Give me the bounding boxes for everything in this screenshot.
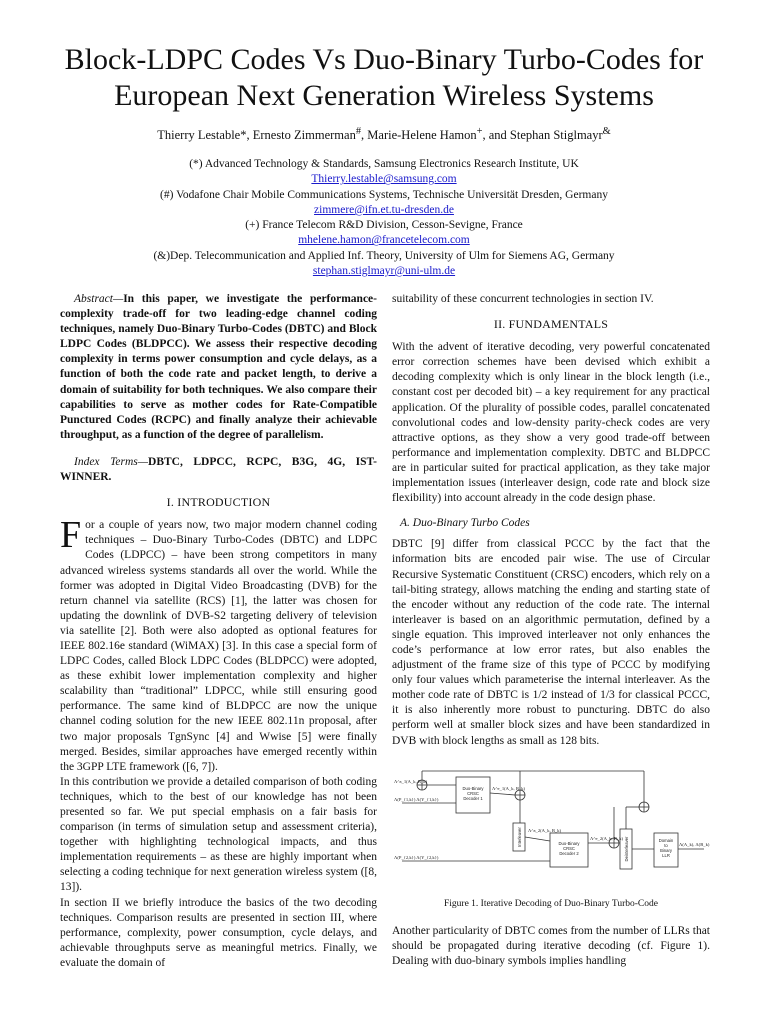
decoder-2-label-line3: Decoder 2 [559,850,579,856]
abstract [60,292,377,443]
fundamentals-paragraph: With the advent of iterative decoding, very powerful concatenated error correction schemes have been devised which exhibit a decoding complexity which is only linear in the block length (i.e., constant cost per decoded bit) – a key requirement for any practical application. Of the plurality of possible codes, parallel concatenated convolutional codes and low-density parity-check codes are very attractive options, as they show a very good trade-off between performance and implementation complexity. DBTC and BLDPCC are in particular suited for practical application, as they take major implementation issues (interleaver design, code rate and block size flexibility) into account already in the code design phase. [392,341,710,505]
index-terms [60,455,377,485]
email-link-2[interactable]: zimmere@ifn.et.tu-dresden.de [314,203,454,216]
affiliation-1: (*) Advanced Technology & Standards, Samsung Electronics Research Institute, UK [189,158,579,170]
figure-1-caption: Figure 1. Iterative Decoding of Duo-Binary Turbo-Code [444,898,658,909]
email-link-4[interactable]: stephan.stiglmayr@uni-ulm.de [312,265,456,278]
author-3-mark: + [476,126,483,137]
decoder-1-label-line3: Decoder 1 [463,795,483,801]
author-4: Stephan Stiglmayr [509,128,603,143]
right-column [392,292,710,969]
author-4-mark: & [602,126,611,137]
affiliation-3: (+) France Telecom R&D Division, Cesson-Sevigne, France [245,219,523,232]
intro-paragraph-2: In this contribution we provide a detailed comparison of both coding techniques, which to the best of our knowledge has not been presented so far. We put special emphasis on a fair basis for comparison (in terms of simulation setup and assessment criteria), together with highlighting technological impacts, and thus implementation requirements – as these are highly important when selecting a coding technique for next generation wireless system ([8, 13]). [60,775,377,894]
decoder-2-label-line1: Duo-Binary [558,840,580,846]
mid-label-3: Λ^e_2(A_k, B_k) [590,835,624,841]
author-line: Thierry Lestable*, Ernesto Zimmerman#, Marie-Helene Hamon+, and Stephan Stiglmayr& [157,126,611,143]
mid-label-2: Λ^a_2(A_k, B_k) [528,827,562,833]
decoder-block-diagram [392,763,710,891]
decoder-1-label-line2: CRSC [467,790,479,796]
author-2-mark: # [355,126,362,137]
email-link-1[interactable]: Thierry.lestable@samsung.com [311,173,457,186]
decoder-2-label-line2: CRSC [563,845,575,851]
domain-label-line1: Domain [658,837,674,843]
paper-title: Block-LDPC Codes Vs Duo-Binary Turbo-Codes for European Next Generation Wireless Systems [64,43,704,112]
input-label-2: Λ(P_{1,k}) Λ(Y_{1,k}) [394,796,439,802]
affiliation-4: (&)Dep. Telecommunication and Applied Inf. Theory, University of Ulm for Siemens AG, Germany [153,249,615,262]
affiliations [30,157,738,279]
decoder-1-label-line1: Duo-Binary [462,785,484,791]
abstract-body: In this paper, we investigate the performance-complexity trade-off for two leading-edge channel coding techniques, namely Duo-Binary Turbo-Codes (DBTC) and Block LDPC Codes (BLDPCC). We assess their respective decoding complexity in terms power consumption and cycle delays, as a function of both the code rate and packet length, to derive a domain of suitability for both techniques. We also compare their capabilities to serve as mother codes for Rate-Compatible Punctured Codes (RCPC) and finally analyze their achievable throughput, as a function of the degree of parallelism. [60,293,377,441]
index-terms-lead: Index Terms— [74,455,149,468]
author-1: Thierry Lestable* [157,128,247,143]
domain-label-line2: to [664,842,668,848]
drop-cap: F [60,514,82,557]
abstract-lead: Abstract— [74,293,124,305]
input-label-1: Λ^a_1(A_k, B_k) [394,778,428,784]
dbtc-paragraph: DBTC [9] differ from classical PCCC by the fact that the information bits are encoded pair wise. The use of Circular Recursive Systematic Constituent (CRSC) encoders, which rely on a tail-biting strategy, allows matching the ending and starting state of the encoder without any reduction of the code rate. The internal interleaver is based on an algorithmic permutation, defined by a single equation. This improved interleaver not only enhances the code’s performance at low error rates, but also enables the adjustment of the frame size of this type of PCCC by modifying only four values which parameterise the internal interleaver. As the mother code rate of DBTC is 1/2 instead of 1/3 for classical PCCC, it is also inherently more robust to puncturing. DBTC do also perform well at smaller block sizes and have been standardized in DVB with block lengths as small as 128 bits. [392,538,710,747]
intro-p1-text: or a couple of years now, two major modern channel coding techniques – Duo-Binary Turbo-Codes (DBTC) and LDPC Codes (LDPCC) – have been strong competitors in many advanced wireless systems standards all over the world. While the former was adopted in Digital Video Broadcasting (DVB) for the return channel via satellite (RCS) [1], the latter was chosen for updating the downlink of DVB-S2 targeting delivery of television via satellite [2]. Both were also adopted as optional features for IEEE 802.16e standard (WiMAX) [3]. In this case a special form of LDPC Codes, called Block LDPC Codes (BLDPCC) were adopted, as these exhibit lower implementation complexity and higher scalability than “traditional” LDPCC, while still ensuring good performance. The same kind of BLDPCC are now the unique channel coding solution for the new IEEE 802.11n proposal, after two major proposals TgnSync [4] and Wwise [5] were finally merged. Besides, similar approaches have emerged recently within the 3GPP LTE framework ([6, 7]). [60,519,377,773]
intro-paragraph-1 [60,514,377,775]
dbtc-paragraph-2: Another particularity of DBTC comes from the number of LLRs that should be propagated during iterative decoding (cf. Figure 1). Dealing with duo-binary symbols implies handling [392,924,710,967]
author-joiner: , and [482,128,510,143]
output-label: Λ(A_k), Λ(B_k) [679,841,710,847]
deinterleaver-label: Deinterleaver [624,836,629,862]
section-heading-fundamentals: II. FUNDAMENTALS [493,317,609,332]
affiliation-2: (#) Vodafone Chair Mobile Communications Systems, Technische Universität Dresden, Germany [160,188,608,201]
domain-label-line4: LLR [662,852,670,858]
interleaver-label: Interleaver [517,826,522,847]
section-heading-introduction: I. INTRODUCTION [166,495,271,510]
figure-1-diagram [392,763,710,891]
input-label-3: Λ(P_{2,k}) Λ(Y_{2,k}) [394,854,439,860]
index-terms-body: DBTC, LDPCC, RCPC, B3G, 4G, IST-WINNER. [60,455,377,484]
domain-label-line3: Binary [660,847,672,853]
left-column [60,292,377,971]
mid-label-1: Λ^e_1(A_k, B_k) [492,785,526,791]
intro-paragraph-3: In section II we briefly introduce the basics of the two decoding techniques. Comparison results are presented in section III, where performance, complexity, power consumption, cycle delays, and achievable throughputs serve as meaningful metrics. Finally, we evaluate the domain of [60,896,377,969]
email-link-3[interactable]: mhelene.hamon@francetelecom.com [298,234,470,247]
intro-continuation: suitability of these concurrent technologies in section IV. [392,293,654,305]
author-3: Marie-Helene Hamon [367,128,477,143]
author-2: Ernesto Zimmerman [252,128,356,143]
subsection-heading-dbtc: A. Duo-Binary Turbo Codes [400,517,530,530]
